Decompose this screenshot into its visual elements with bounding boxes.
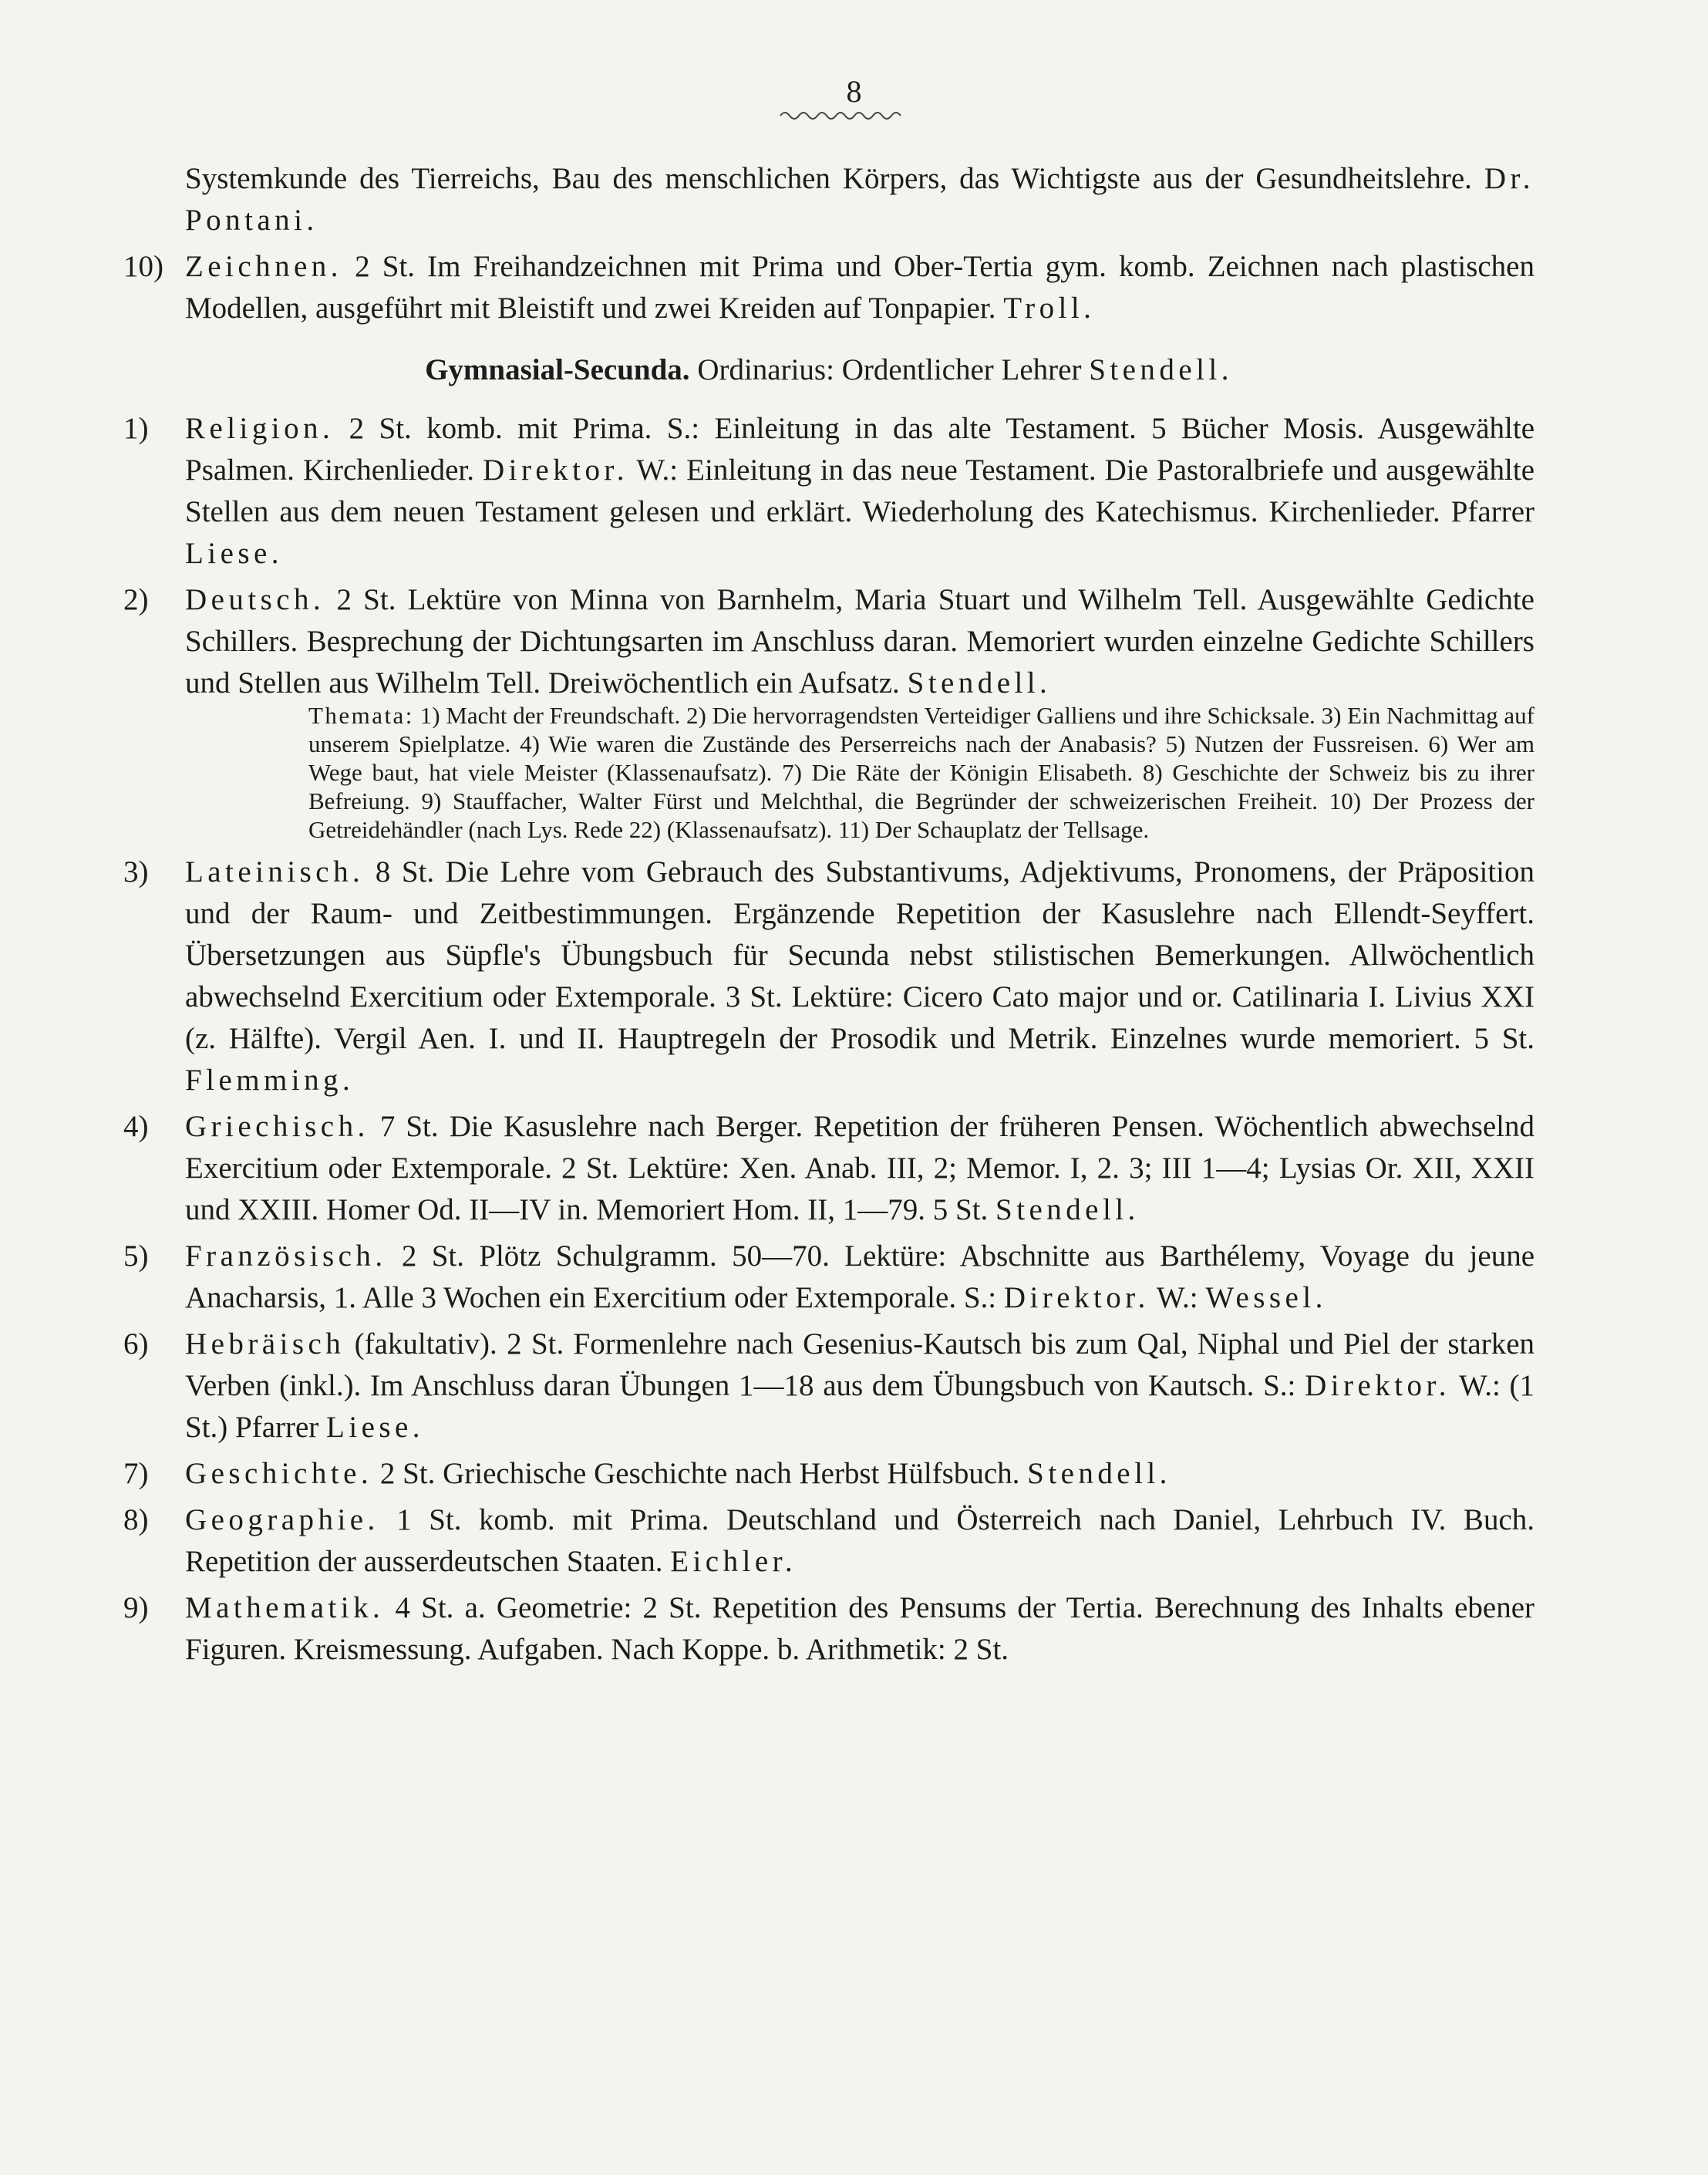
item-text: W.: Einleitung in das neue Testament. Die Pastoralbriefe und ausgewählte Stellen aus dem neuen Testament gelesen und erklärt. Wiederholung des Katechismus. Kirchenlieder. Pfarrer	[185, 454, 1535, 528]
item-text: 2 St. Im Freihandzeichnen mit Prima und Ober-Tertia gym. komb. Zeichnen nach plastischen Modellen, ausgeführt mit Bleistift und zwei Kreiden auf Tonpapier.	[185, 250, 1535, 325]
list-item-geschichte	[123, 1453, 1535, 1495]
ornament-divider	[779, 108, 906, 123]
item-text: W.: (1 St.) Pfarrer	[185, 1369, 1535, 1444]
item-number: 3)	[123, 855, 149, 889]
list-item-mathematik	[123, 1587, 1535, 1671]
item-text: 7 St. Die Kasuslehre nach Berger. Repetition der früheren Pensen. Wöchentlich abwechselnd Exercitium oder Extemporale. 2 St. Lektüre: Xen. Anab. III, 2; Memor. I, 2. 3; III 1—4; Lysias Or. XII, XXII und XXIII. Homer Od. II—IV in. Memoriert Hom. II, 1—79. 5 St.	[185, 1110, 1535, 1226]
item-subject: Französisch.	[185, 1239, 387, 1273]
list-item-latein	[123, 851, 1535, 1101]
section-heading	[123, 349, 1535, 391]
list-item-hebraeisch	[123, 1324, 1535, 1448]
essay-topics-label: Themata:	[308, 702, 414, 729]
item-teacher: Stendell.	[907, 666, 1052, 700]
item-subject: Religion.	[185, 412, 335, 445]
essay-topics-list: 1) Macht der Freundschaft. 2) Die hervorragendsten Verteidiger Galliens und ihre Schicksale. 3) Ein Nachmittag auf unserem Spielplatze. 4) Wie waren die Zustände des Perserreichs nach der Anabasis? 5) Nutzen der Fussreisen. 6) Wer am Wege baut, hat viele Meister (Klassenaufsatz). 7) Die Räte der Königin Elisabeth. 8) Geschichte der Schweiz bis zu ihrer Befreiung. 9) Stauffacher, Walter Fürst und Melchthal, die Begründer der schweizerischen Freiheit. 10) Der Prozess der Getreidehändler (nach Lys. Rede 22) (Klassenaufsatz). 11) Der Schauplatz der Tellsage.	[308, 702, 1535, 843]
list-item-franzoesisch	[123, 1236, 1535, 1319]
list-item-zeichnen	[123, 246, 1535, 329]
item-subject: Geschichte.	[185, 1457, 373, 1490]
item-teacher: Direktor.	[1305, 1369, 1450, 1402]
item-text: W.:	[1156, 1281, 1198, 1314]
page-body	[123, 158, 1535, 1675]
item-subject: Deutsch.	[185, 583, 325, 616]
item-teacher: Stendell.	[995, 1193, 1140, 1226]
essay-topics	[123, 701, 1535, 844]
item-teacher: Liese.	[185, 537, 283, 570]
item-text: 2 St. Plötz Schulgramm. 50—70. Lektüre: Abschnitte aus Barthélemy, Voyage du jeune Anacharsis, 1. Alle 3 Wochen ein Exercitium oder Extemporale. S.:	[185, 1239, 1535, 1314]
item-teacher: Direktor.	[1003, 1281, 1150, 1314]
list-item-religion	[123, 408, 1535, 575]
item-text: (fakultativ). 2 St. Formenlehre nach Gesenius-Kautsch bis zum Qal, Niphal und Piel der starken Verben (inkl.). Im Anschluss daran Übungen 1—18 aus dem Übungsbuch von Kautsch. S.:	[185, 1327, 1535, 1402]
item-subject: Griechisch.	[185, 1110, 369, 1143]
item-number: 1)	[123, 412, 149, 445]
item-text: 4 St. a. Geometrie: 2 St. Repetition des Pensums der Tertia. Berechnung des Inhalts ebener Figuren. Kreismessung. Aufgaben. Nach Koppe. b. Arithmetik: 2 St.	[185, 1591, 1535, 1666]
intro-teacher: Dr. Pontani.	[185, 162, 1535, 237]
item-number: 7)	[123, 1457, 149, 1490]
item-number: 2)	[123, 583, 149, 616]
item-teacher: Wessel.	[1205, 1281, 1327, 1314]
item-number: 6)	[123, 1327, 149, 1361]
intro-paragraph	[123, 158, 1535, 241]
item-teacher: Flemming.	[185, 1064, 355, 1097]
list-item-deutsch	[123, 579, 1535, 704]
item-text: 2 St. komb. mit Prima. S.: Einleitung in das alte Testament. 5 Bücher Mosis. Ausgewählte Psalmen. Kirchenlieder.	[185, 412, 1535, 487]
section-ordinarius-name: Stendell.	[1089, 353, 1233, 386]
item-number: 5)	[123, 1239, 149, 1273]
item-teacher: Direktor.	[483, 454, 628, 487]
item-text: 1 St. komb. mit Prima. Deutschland und Österreich nach Daniel, Lehrbuch IV. Buch. Repetition der ausserdeutschen Staaten.	[185, 1503, 1535, 1578]
item-text: 8 St. Die Lehre vom Gebrauch des Substantivums, Adjektivums, Pronomens, der Präposition und der Raum- und Zeitbestimmungen. Ergänzende Repetition der Kasuslehre nach Ellendt-Seyffert. Übersetzungen aus Süpfle's Übungsbuch für Secunda nebst stilistischen Bemerkungen. Allwöchentlich abwechselnd Exercitium oder Extemporale. 3 St. Lektüre: Cicero Cato major und or. Catilinaria I. Livius XXI (z. Hälfte). Vergil Aen. I. und II. Hauptregeln der Prosodik und Metrik. Einzelnes wurde memoriert. 5 St.	[185, 855, 1535, 1055]
item-number: 4)	[123, 1110, 149, 1143]
intro-text: Systemkunde des Tierreichs, Bau des menschlichen Körpers, das Wichtigste aus der Gesundheitslehre.	[185, 162, 1472, 195]
item-subject: Mathematik.	[185, 1591, 385, 1624]
list-item-geographie	[123, 1499, 1535, 1583]
item-text: 2 St. Griechische Geschichte nach Herbst Hülfsbuch.	[379, 1457, 1020, 1490]
section-title: Gymnasial-Secunda.	[425, 353, 690, 386]
item-number: 8)	[123, 1503, 149, 1536]
item-subject: Zeichnen.	[185, 250, 342, 283]
item-subject: Hebräisch	[185, 1327, 345, 1361]
item-number: 9)	[123, 1591, 149, 1624]
page-number: 8	[846, 74, 862, 109]
list-item-griechisch	[123, 1106, 1535, 1231]
item-number: 10)	[123, 250, 163, 283]
item-teacher: Eichler.	[670, 1545, 797, 1578]
item-teacher: Stendell.	[1027, 1457, 1171, 1490]
item-subject: Geographie.	[185, 1503, 379, 1536]
item-text: 2 St. Lektüre von Minna von Barnhelm, Maria Stuart und Wilhelm Tell. Ausgewählte Gedichte Schillers. Besprechung der Dichtungsarten im Anschluss daran. Memoriert wurden einzelne Gedichte Schillers und Stellen aus Wilhelm Tell. Dreiwöchentlich ein Aufsatz.	[185, 583, 1535, 700]
section-ordinarius: Ordinarius: Ordentlicher Lehrer	[697, 353, 1082, 386]
item-teacher: Troll.	[1003, 292, 1096, 325]
item-teacher: Liese.	[326, 1411, 424, 1444]
item-subject: Lateinisch.	[185, 855, 365, 889]
